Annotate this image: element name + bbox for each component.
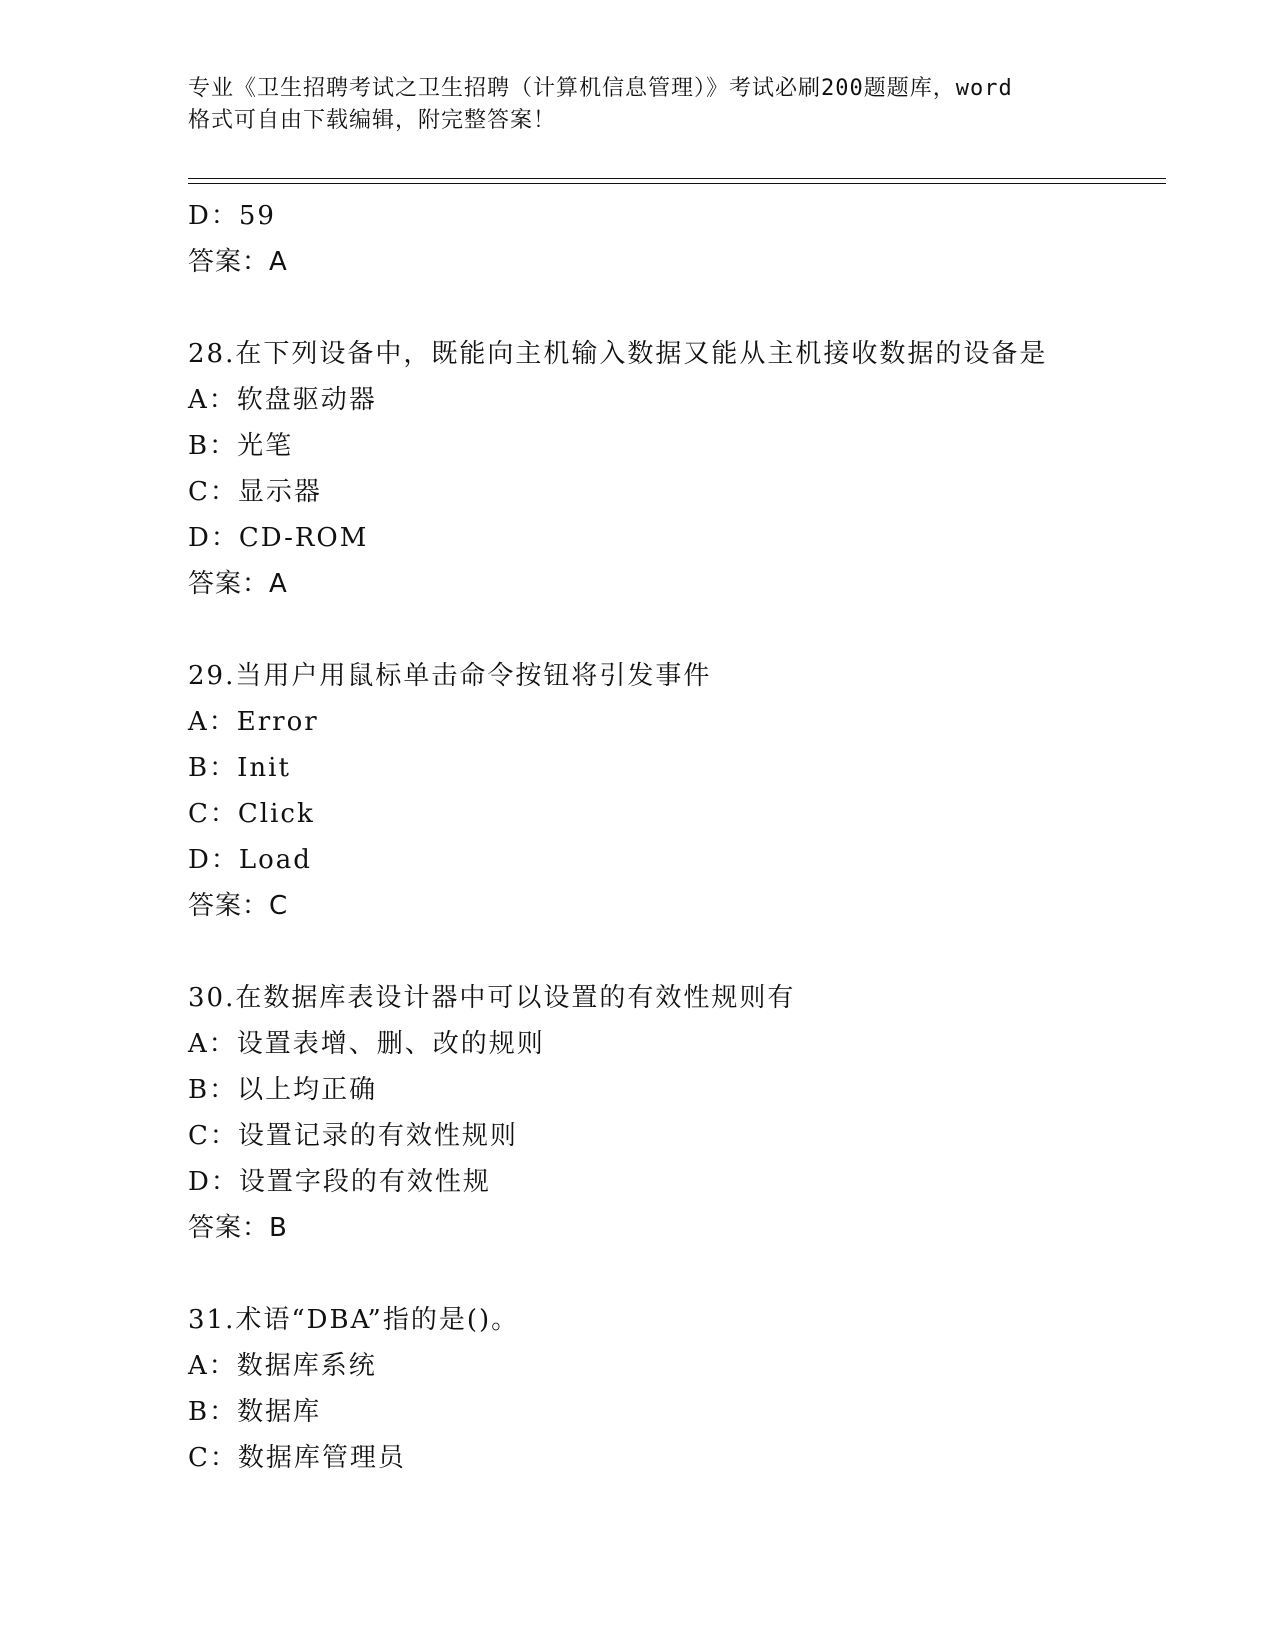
header-title-line-1: 专业《卫生招聘考试之卫生招聘（计算机信息管理）》考试必刷200题题库，word <box>188 76 1013 101</box>
option-c: C：设置记录的有效性规则 <box>188 1121 518 1151</box>
question-stem: 29.当用户用鼠标单击命令按钮将引发事件 <box>188 661 712 691</box>
header-divider-bottom <box>188 183 1166 184</box>
option-d: D：59 <box>188 201 276 231</box>
option-b: B：光笔 <box>188 431 294 461</box>
answer-line: 答案：A <box>188 569 288 599</box>
question-30 <box>188 975 1168 1251</box>
question-list <box>188 193 1168 1481</box>
question-stem: 28.在下列设备中，既能向主机输入数据又能从主机接收数据的设备是 <box>188 339 1048 369</box>
question-stem: 30.在数据库表设计器中可以设置的有效性规则有 <box>188 983 796 1013</box>
option-c: C：数据库管理员 <box>188 1443 406 1473</box>
spacer <box>188 607 1168 653</box>
spacer <box>188 929 1168 975</box>
option-a: A：Error <box>188 707 319 737</box>
header-title-line-2: 格式可自由下载编辑，附完整答案！ <box>188 108 557 133</box>
question-31 <box>188 1297 1168 1481</box>
question-28 <box>188 331 1168 607</box>
option-b: B：数据库 <box>188 1397 322 1427</box>
spacer <box>188 285 1168 331</box>
option-a: A：数据库系统 <box>188 1351 377 1381</box>
spacer <box>188 1251 1168 1297</box>
header-divider-top <box>188 178 1166 179</box>
option-b: B：Init <box>188 753 291 783</box>
answer-line: 答案：A <box>188 247 288 277</box>
option-d: D：CD-ROM <box>188 523 369 553</box>
option-d: D：Load <box>188 845 312 875</box>
option-c: C：显示器 <box>188 477 322 507</box>
question-stem: 31.术语“DBA”指的是()。 <box>188 1305 520 1335</box>
answer-line: 答案：C <box>188 891 289 921</box>
option-d: D：设置字段的有效性规 <box>188 1167 491 1197</box>
document-header <box>188 73 1088 137</box>
option-c: C：Click <box>188 799 315 829</box>
option-b: B：以上均正确 <box>188 1075 378 1105</box>
option-a: A：软盘驱动器 <box>188 385 377 415</box>
answer-line: 答案：B <box>188 1213 288 1243</box>
question-29 <box>188 653 1168 929</box>
option-a: A：设置表增、删、改的规则 <box>188 1029 545 1059</box>
